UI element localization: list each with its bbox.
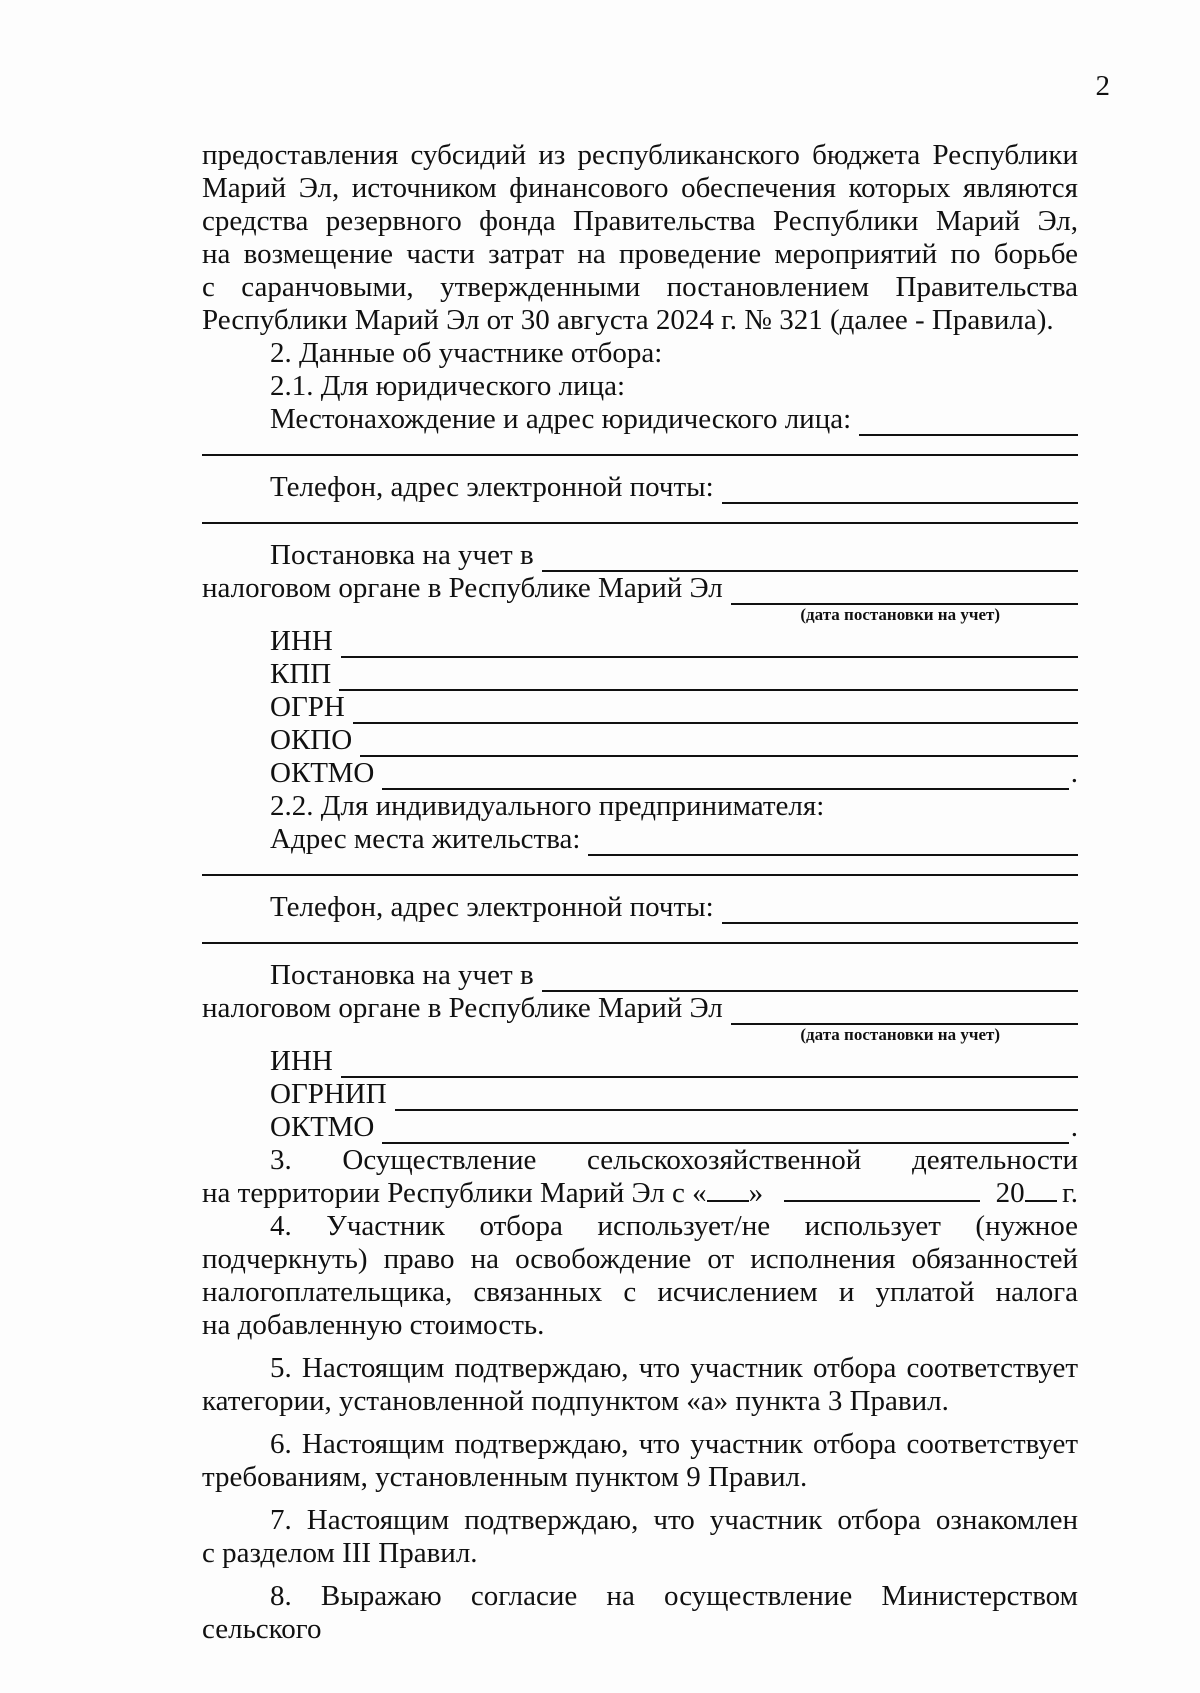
ip-oktmo-row bbox=[202, 1111, 1078, 1144]
section3-prefix: на территории Республики Марий Эл с « bbox=[202, 1177, 707, 1209]
ip-address-row bbox=[202, 823, 1078, 856]
ip-tax-date-field[interactable] bbox=[731, 999, 1078, 1025]
intro-line: средства резервного фонда Правительства Республики Марий Эл, bbox=[202, 205, 1078, 237]
section2-title: 2. Данные об участнике отбора: bbox=[270, 337, 663, 369]
ip-tax-date-label: налоговом органе в Республике Марий Эл bbox=[202, 992, 723, 1024]
section4-line: подчеркнуть) право на освобождение от исполнения обязанностей bbox=[202, 1243, 1078, 1275]
legal-ogrn-label: ОГРН bbox=[270, 691, 345, 723]
legal-oktmo-label: ОКТМО bbox=[270, 757, 375, 789]
year-field[interactable] bbox=[1025, 1178, 1057, 1202]
legal-oktmo-field[interactable] bbox=[382, 764, 1068, 790]
legal-okpo-field[interactable] bbox=[360, 731, 1078, 757]
legal-oktmo-row bbox=[202, 757, 1078, 790]
legal-kpp-row bbox=[202, 658, 1078, 691]
legal-phone-field-cont[interactable] bbox=[202, 504, 1078, 524]
ip-tax-reg-row bbox=[202, 959, 1078, 992]
legal-address-field[interactable] bbox=[859, 410, 1078, 436]
section3-date-row bbox=[202, 1177, 1078, 1210]
section5-line: 5. Настоящим подтверждаю, что участник отбора соответствует bbox=[270, 1352, 1078, 1384]
ip-phone-row bbox=[202, 891, 1078, 924]
period-mark: . bbox=[1070, 757, 1078, 789]
ip-inn-label: ИНН bbox=[270, 1045, 333, 1077]
ip-address-field[interactable] bbox=[588, 830, 1078, 856]
legal-kpp-field[interactable] bbox=[339, 665, 1078, 691]
ip-ogrnip-row bbox=[202, 1078, 1078, 1111]
page-number: 2 bbox=[1095, 70, 1110, 102]
legal-address-label: Местонахождение и адрес юридического лица: bbox=[270, 403, 852, 435]
intro-line: Марий Эл, источником финансового обеспечения которых являются bbox=[202, 172, 1078, 204]
day-field[interactable] bbox=[707, 1178, 749, 1202]
section5-line: категории, установленной подпунктом «а» пункта 3 Правил. bbox=[202, 1385, 949, 1417]
legal-phone-row bbox=[202, 471, 1078, 504]
legal-tax-date-row bbox=[202, 572, 1078, 605]
section4-line: налогоплательщика, связанных с исчислением и уплатой налога bbox=[202, 1276, 1078, 1308]
section3-date-group bbox=[202, 1177, 1057, 1210]
ip-tax-reg-field[interactable] bbox=[542, 966, 1078, 992]
intro-line: на возмещение части затрат на проведение мероприятий по борьбе bbox=[202, 238, 1078, 270]
ip-ogrnip-label: ОГРНИП bbox=[270, 1078, 387, 1110]
section4-line: на добавленную стоимость. bbox=[202, 1309, 545, 1341]
ip-phone-field-cont[interactable] bbox=[202, 924, 1078, 944]
entrepreneur-title: 2.2. Для индивидуального предпринимателя: bbox=[270, 790, 825, 822]
ip-tax-date-row bbox=[202, 992, 1078, 1025]
legal-ogrn-field[interactable] bbox=[353, 698, 1078, 724]
quote-close: » bbox=[748, 1177, 764, 1209]
legal-inn-field[interactable] bbox=[341, 632, 1078, 658]
section7-line: с разделом III Правил. bbox=[202, 1537, 478, 1569]
section3-line1: 3. Осуществление сельскохозяйственной деятельности bbox=[270, 1144, 1078, 1176]
legal-tax-date-label: налоговом органе в Республике Марий Эл bbox=[202, 572, 723, 604]
legal-tax-reg-field[interactable] bbox=[542, 546, 1078, 572]
legal-inn-row bbox=[202, 625, 1078, 658]
ip-tax-date-note: (дата постановки на учет) bbox=[800, 1025, 1000, 1044]
legal-address-row bbox=[202, 403, 1078, 436]
section7-line: 7. Настоящим подтверждаю, что участник отбора ознакомлен bbox=[270, 1504, 1078, 1536]
ip-address-label: Адрес места жительства: bbox=[270, 823, 581, 855]
period-mark: . bbox=[1070, 1111, 1078, 1143]
intro-line: предоставления субсидий из республиканского бюджета Республики bbox=[202, 139, 1078, 171]
legal-tax-reg-row bbox=[202, 539, 1078, 572]
legal-tax-reg-label: Постановка на учет в bbox=[270, 539, 534, 571]
ip-ogrnip-field[interactable] bbox=[395, 1085, 1078, 1111]
legal-okpo-label: ОКПО bbox=[270, 724, 353, 756]
legal-inn-label: ИНН bbox=[270, 625, 333, 657]
legal-entity-title: 2.1. Для юридического лица: bbox=[270, 370, 626, 402]
intro-line: с саранчовыми, утвержденными постановлением Правительства bbox=[202, 271, 1078, 303]
month-field[interactable] bbox=[784, 1178, 980, 1202]
section6-line: 6. Настоящим подтверждаю, что участник отбора соответствует bbox=[270, 1428, 1078, 1460]
form-content bbox=[202, 139, 1078, 1646]
section4-line: 4. Участник отбора использует/не использует (нужное bbox=[270, 1210, 1078, 1242]
year-suffix: г. bbox=[1062, 1177, 1078, 1209]
year-prefix: 20 bbox=[995, 1177, 1025, 1209]
legal-kpp-label: КПП bbox=[270, 658, 332, 690]
legal-tax-date-note: (дата постановки на учет) bbox=[800, 605, 1000, 624]
ip-phone-label: Телефон, адрес электронной почты: bbox=[270, 891, 714, 923]
section6-line: требованиям, установленным пунктом 9 Правил. bbox=[202, 1461, 808, 1493]
ip-oktmo-label: ОКТМО bbox=[270, 1111, 375, 1143]
legal-address-field-cont[interactable] bbox=[202, 436, 1078, 456]
section8-line: 8. Выражаю согласие на осуществление Министерством сельского bbox=[202, 1580, 1078, 1645]
intro-line: Республики Марий Эл от 30 августа 2024 г. № 321 (далее - Правила). bbox=[202, 304, 1054, 336]
ip-inn-field[interactable] bbox=[341, 1052, 1078, 1078]
legal-tax-date-field[interactable] bbox=[731, 579, 1078, 605]
legal-phone-field[interactable] bbox=[722, 478, 1078, 504]
legal-phone-label: Телефон, адрес электронной почты: bbox=[270, 471, 714, 503]
ip-phone-field[interactable] bbox=[722, 898, 1078, 924]
ip-tax-reg-label: Постановка на учет в bbox=[270, 959, 534, 991]
ip-inn-row bbox=[202, 1045, 1078, 1078]
ip-address-field-cont[interactable] bbox=[202, 856, 1078, 876]
legal-okpo-row bbox=[202, 724, 1078, 757]
legal-ogrn-row bbox=[202, 691, 1078, 724]
ip-oktmo-field[interactable] bbox=[382, 1118, 1068, 1144]
